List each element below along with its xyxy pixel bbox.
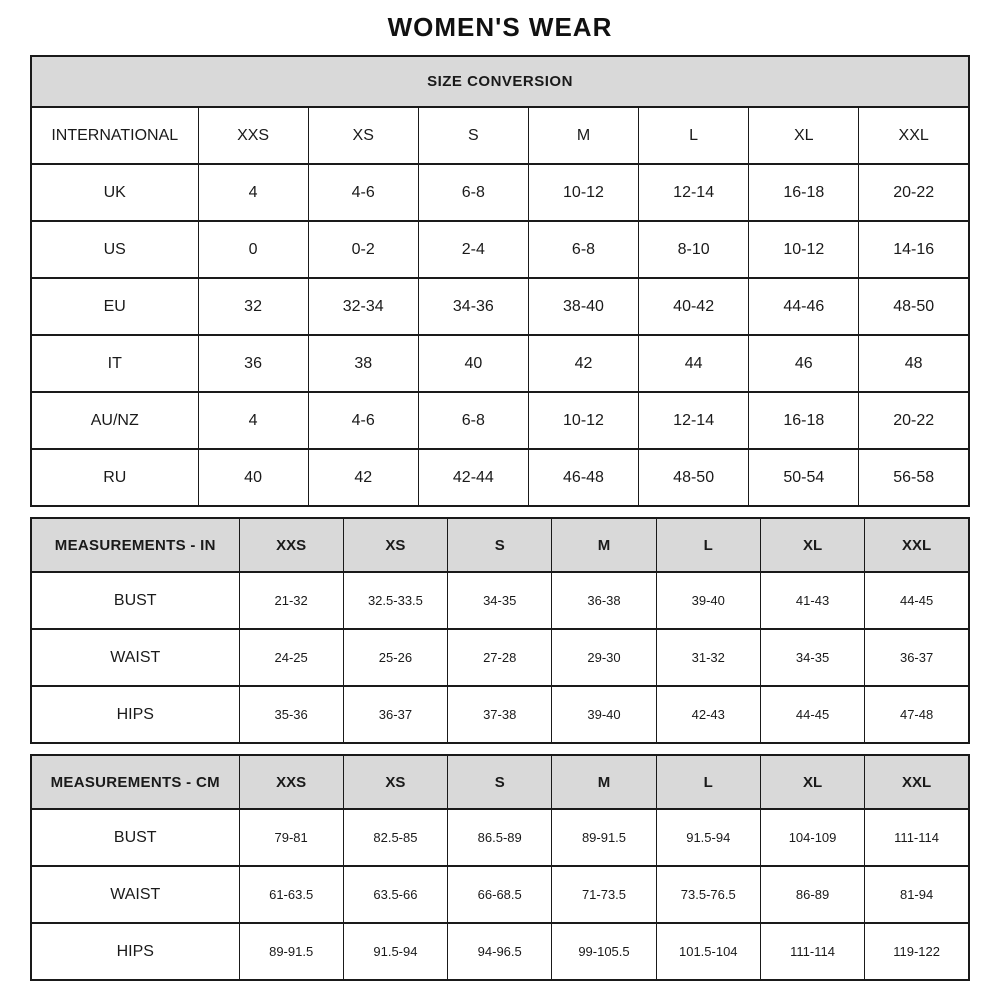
table-cell: 91.5-94 xyxy=(656,809,760,866)
table-header-row xyxy=(31,755,969,809)
table-cell: 37-38 xyxy=(448,686,552,743)
table-cell: 4-6 xyxy=(308,392,418,449)
table-cell: XXL xyxy=(859,107,969,164)
table-row xyxy=(31,923,969,980)
table-cell: 40-42 xyxy=(639,278,749,335)
table-cell: 40 xyxy=(418,335,528,392)
table-cell: 32-34 xyxy=(308,278,418,335)
table-cell: 44-46 xyxy=(749,278,859,335)
table-cell: 14-16 xyxy=(859,221,969,278)
table-cell: 27-28 xyxy=(448,629,552,686)
column-header: XXS xyxy=(239,755,343,809)
table-row xyxy=(31,572,969,629)
column-header: XXL xyxy=(865,755,969,809)
table-cell: 101.5-104 xyxy=(656,923,760,980)
table-cell: 94-96.5 xyxy=(448,923,552,980)
table-cell: 20-22 xyxy=(859,164,969,221)
table-cell: 44 xyxy=(639,335,749,392)
table-cell: 25-26 xyxy=(343,629,447,686)
table-cell: 48 xyxy=(859,335,969,392)
table-cell: 12-14 xyxy=(639,392,749,449)
column-header: S xyxy=(448,518,552,572)
table-cell: 34-35 xyxy=(448,572,552,629)
table-cell: 41-43 xyxy=(760,572,864,629)
table-cell: XXS xyxy=(198,107,308,164)
column-header: L xyxy=(656,755,760,809)
table-cell: 32.5-33.5 xyxy=(343,572,447,629)
table-cell: 12-14 xyxy=(639,164,749,221)
row-label: IT xyxy=(31,335,198,392)
table-cell: 47-48 xyxy=(865,686,969,743)
table-cell: 89-91.5 xyxy=(239,923,343,980)
table-cell: 0 xyxy=(198,221,308,278)
column-header: M xyxy=(552,755,656,809)
table-cell: 6-8 xyxy=(418,392,528,449)
table-cell: 42-44 xyxy=(418,449,528,506)
table-cell: 38 xyxy=(308,335,418,392)
table-cell: 39-40 xyxy=(552,686,656,743)
table-cell: 42 xyxy=(308,449,418,506)
table-cell: 4 xyxy=(198,164,308,221)
table-cell: 50-54 xyxy=(749,449,859,506)
table-cell: 40 xyxy=(198,449,308,506)
table-cell: L xyxy=(639,107,749,164)
table-row xyxy=(31,335,969,392)
table-cell: 63.5-66 xyxy=(343,866,447,923)
table-cell: 38-40 xyxy=(528,278,638,335)
row-label: BUST xyxy=(31,809,239,866)
table-cell: 21-32 xyxy=(239,572,343,629)
row-label: US xyxy=(31,221,198,278)
table-cell: 16-18 xyxy=(749,164,859,221)
row-label: WAIST xyxy=(31,629,239,686)
table-cell: 10-12 xyxy=(749,221,859,278)
column-header: XS xyxy=(343,518,447,572)
table-cell: 61-63.5 xyxy=(239,866,343,923)
size-conversion-table xyxy=(30,55,970,507)
table-cell: 81-94 xyxy=(865,866,969,923)
table-cell: 39-40 xyxy=(656,572,760,629)
table-cell: 36-37 xyxy=(865,629,969,686)
table-cell: 2-4 xyxy=(418,221,528,278)
table-cell: 73.5-76.5 xyxy=(656,866,760,923)
table-row xyxy=(31,278,969,335)
table-cell: 20-22 xyxy=(859,392,969,449)
table-cell: 36 xyxy=(198,335,308,392)
row-label: UK xyxy=(31,164,198,221)
row-label: AU/NZ xyxy=(31,392,198,449)
column-header: XL xyxy=(760,518,864,572)
table-header-row xyxy=(31,518,969,572)
table-cell: 6-8 xyxy=(528,221,638,278)
column-header: S xyxy=(448,755,552,809)
table-cell: XS xyxy=(308,107,418,164)
column-header: XL xyxy=(760,755,864,809)
table-cell: 8-10 xyxy=(639,221,749,278)
table-cell: 48-50 xyxy=(859,278,969,335)
table-cell: 99-105.5 xyxy=(552,923,656,980)
measurements-cm-table xyxy=(30,754,970,981)
table-cell: 34-36 xyxy=(418,278,528,335)
column-header: XXL xyxy=(865,518,969,572)
table-cell: 66-68.5 xyxy=(448,866,552,923)
table-cell: 46-48 xyxy=(528,449,638,506)
table-row xyxy=(31,164,969,221)
table-row xyxy=(31,866,969,923)
column-header: XXS xyxy=(239,518,343,572)
table-cell: 44-45 xyxy=(865,572,969,629)
table-row xyxy=(31,392,969,449)
table-row xyxy=(31,809,969,866)
table-row xyxy=(31,449,969,506)
column-header: L xyxy=(656,518,760,572)
table-row xyxy=(31,629,969,686)
table-cell: 35-36 xyxy=(239,686,343,743)
row-label: RU xyxy=(31,449,198,506)
table-cell: 79-81 xyxy=(239,809,343,866)
table-cell: S xyxy=(418,107,528,164)
table-cell: 86-89 xyxy=(760,866,864,923)
table-title: MEASUREMENTS - IN xyxy=(31,518,239,572)
table-cell: 4 xyxy=(198,392,308,449)
table-cell: 56-58 xyxy=(859,449,969,506)
table-title: MEASUREMENTS - CM xyxy=(31,755,239,809)
table-row xyxy=(31,686,969,743)
table-cell: 42 xyxy=(528,335,638,392)
table-row xyxy=(31,107,969,164)
table-title: SIZE CONVERSION xyxy=(31,56,969,107)
table-cell: 89-91.5 xyxy=(552,809,656,866)
table-cell: 111-114 xyxy=(865,809,969,866)
table-row xyxy=(31,221,969,278)
row-label: BUST xyxy=(31,572,239,629)
column-header: XS xyxy=(343,755,447,809)
row-label: WAIST xyxy=(31,866,239,923)
measurements-in-table xyxy=(30,517,970,744)
table-cell: 82.5-85 xyxy=(343,809,447,866)
row-label: HIPS xyxy=(31,686,239,743)
table-cell: 24-25 xyxy=(239,629,343,686)
table-cell: 44-45 xyxy=(760,686,864,743)
table-cell: 119-122 xyxy=(865,923,969,980)
table-cell: 36-37 xyxy=(343,686,447,743)
table-cell: 48-50 xyxy=(639,449,749,506)
table-cell: 36-38 xyxy=(552,572,656,629)
row-label: HIPS xyxy=(31,923,239,980)
table-cell: 31-32 xyxy=(656,629,760,686)
table-cell: 71-73.5 xyxy=(552,866,656,923)
table-cell: 10-12 xyxy=(528,392,638,449)
table-banner-row xyxy=(31,56,969,107)
row-label: INTERNATIONAL xyxy=(31,107,198,164)
table-cell: 16-18 xyxy=(749,392,859,449)
table-cell: XL xyxy=(749,107,859,164)
table-cell: 32 xyxy=(198,278,308,335)
table-cell: M xyxy=(528,107,638,164)
table-cell: 86.5-89 xyxy=(448,809,552,866)
row-label: EU xyxy=(31,278,198,335)
table-cell: 42-43 xyxy=(656,686,760,743)
table-cell: 104-109 xyxy=(760,809,864,866)
table-cell: 6-8 xyxy=(418,164,528,221)
column-header: M xyxy=(552,518,656,572)
table-cell: 10-12 xyxy=(528,164,638,221)
table-cell: 0-2 xyxy=(308,221,418,278)
table-cell: 91.5-94 xyxy=(343,923,447,980)
table-cell: 4-6 xyxy=(308,164,418,221)
table-cell: 29-30 xyxy=(552,629,656,686)
page-title: WOMEN'S WEAR xyxy=(387,12,613,42)
table-cell: 46 xyxy=(749,335,859,392)
table-cell: 111-114 xyxy=(760,923,864,980)
table-cell: 34-35 xyxy=(760,629,864,686)
